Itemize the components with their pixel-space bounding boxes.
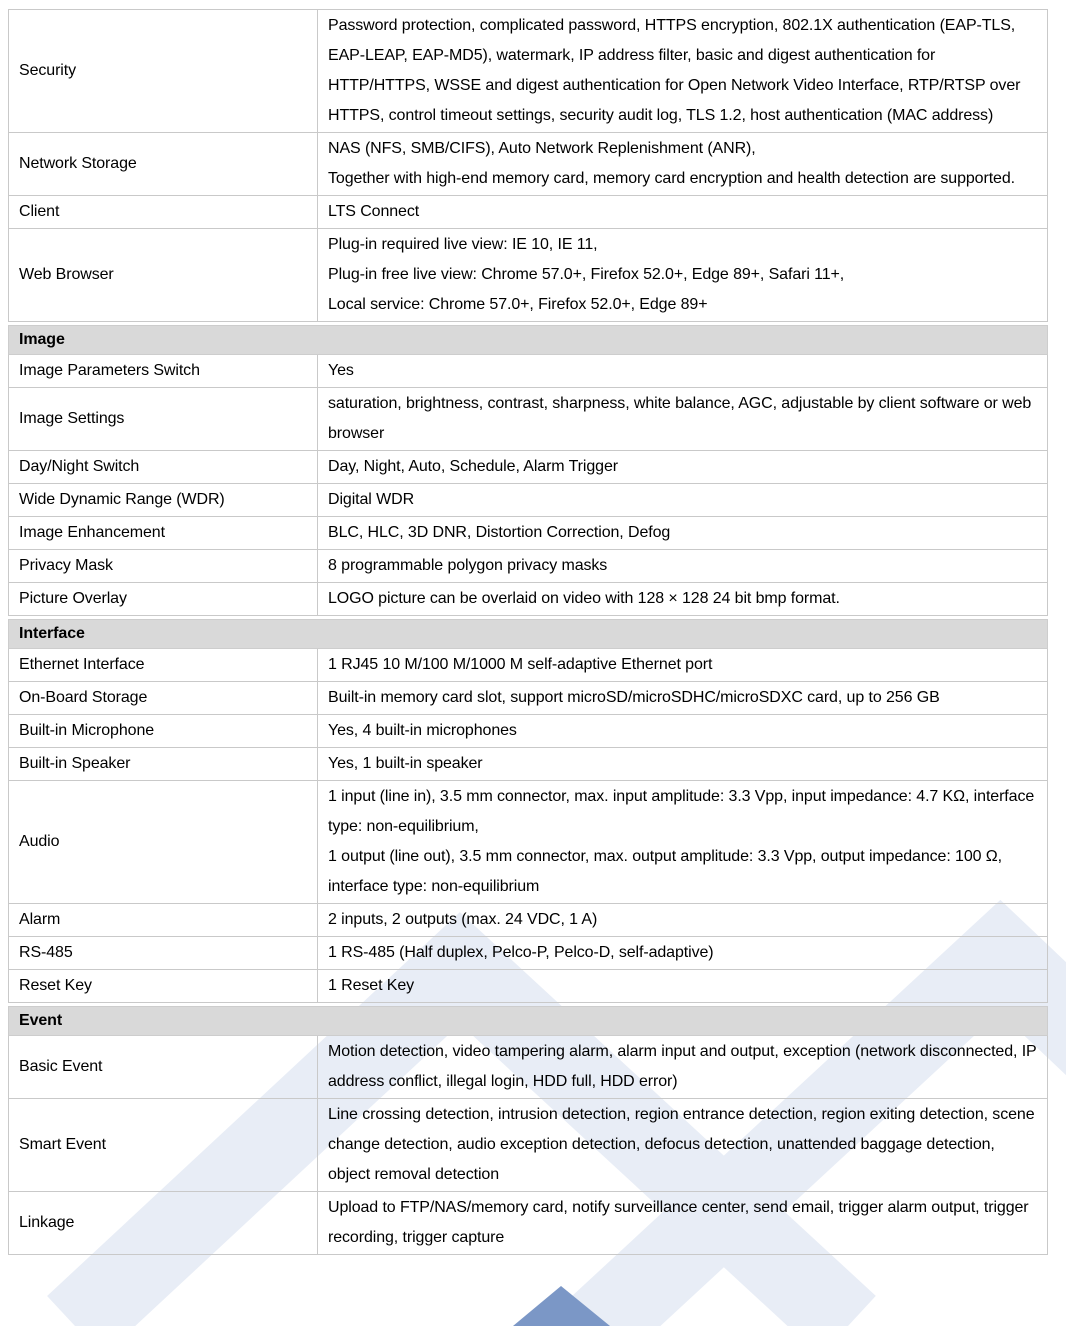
table-row xyxy=(8,682,1048,715)
value-paragraph: Built-in memory card slot, support microSD/microSDHC/microSDXC card, up to 256 GB xyxy=(328,689,940,706)
table-row xyxy=(8,550,1048,583)
table-row xyxy=(8,1192,1048,1255)
row-label: Wide Dynamic Range (WDR) xyxy=(9,484,318,516)
value-paragraph: Plug-in required live view: IE 10, IE 11, xyxy=(328,236,598,253)
row-label: Web Browser xyxy=(9,229,318,321)
section-header-interface: Interface xyxy=(8,619,1048,649)
table-row xyxy=(8,781,1048,904)
table-row xyxy=(8,904,1048,937)
row-value xyxy=(318,10,1047,132)
value-paragraph: 1 RJ45 10 M/100 M/1000 M self-adaptive Ethernet port xyxy=(328,656,713,673)
section-header-event: Event xyxy=(8,1006,1048,1036)
row-label: Image Parameters Switch xyxy=(9,355,318,387)
row-value xyxy=(318,388,1047,450)
row-label: Privacy Mask xyxy=(9,550,318,582)
value-paragraph: Password protection, complicated password, HTTPS encryption, 802.1X authentication (EAP-TLS, EAP-LEAP, EAP-MD5), watermark, IP address filter, basic and digest authentication for HTTP/HTTPS, WSSE and digest authentication for Open Network Video Interface, RTP/RTSP over HTTPS, control timeout settings, security audit log, TLS 1.2, host authentication (MAC address) xyxy=(328,17,1021,124)
value-paragraph: LOGO picture can be overlaid on video with 128 × 128 24 bit bmp format. xyxy=(328,590,840,607)
value-paragraph: 2 inputs, 2 outputs (max. 24 VDC, 1 A) xyxy=(328,911,598,928)
row-value xyxy=(318,451,1047,483)
row-value xyxy=(318,748,1047,780)
row-label: Image Settings xyxy=(9,388,318,450)
row-label: On-Board Storage xyxy=(9,682,318,714)
table-row xyxy=(8,229,1048,322)
row-value xyxy=(318,781,1047,903)
value-paragraph: Together with high-end memory card, memory card encryption and health detection are supported. xyxy=(328,170,1015,187)
value-paragraph: Digital WDR xyxy=(328,491,415,508)
row-label: Day/Night Switch xyxy=(9,451,318,483)
value-paragraph: 1 input (line in), 3.5 mm connector, max. input amplitude: 3.3 Vpp, input impedance: 4.7 KΩ, interface type: non-equilibrium, xyxy=(328,788,1035,835)
value-paragraph: Day, Night, Auto, Schedule, Alarm Trigger xyxy=(328,458,618,475)
row-value xyxy=(318,133,1047,195)
value-paragraph: Yes, 4 built-in microphones xyxy=(328,722,517,739)
value-paragraph: Local service: Chrome 57.0+, Firefox 52.0+, Edge 89+ xyxy=(328,296,708,313)
table-row xyxy=(8,388,1048,451)
spec-table xyxy=(8,9,1048,1255)
table-row xyxy=(8,451,1048,484)
row-value xyxy=(318,583,1047,615)
table-row xyxy=(8,196,1048,229)
row-value xyxy=(318,484,1047,516)
row-value xyxy=(318,1192,1047,1254)
value-paragraph: 1 RS-485 (Half duplex, Pelco-P, Pelco-D, self-adaptive) xyxy=(328,944,714,961)
row-label: Basic Event xyxy=(9,1036,318,1098)
row-label: RS-485 xyxy=(9,937,318,969)
value-paragraph: 1 Reset Key xyxy=(328,977,415,994)
row-label: Alarm xyxy=(9,904,318,936)
table-row xyxy=(8,1036,1048,1099)
row-label: Smart Event xyxy=(9,1099,318,1191)
row-value xyxy=(318,517,1047,549)
row-value xyxy=(318,715,1047,747)
row-value xyxy=(318,970,1047,1002)
row-value xyxy=(318,355,1047,387)
value-paragraph: Motion detection, video tampering alarm, alarm input and output, exception (network disconnected, IP address conflict, illegal login, HDD full, HDD error) xyxy=(328,1043,1037,1090)
row-label: Ethernet Interface xyxy=(9,649,318,681)
value-paragraph: Plug-in free live view: Chrome 57.0+, Firefox 52.0+, Edge 89+, Safari 11+, xyxy=(328,266,845,283)
row-label: Image Enhancement xyxy=(9,517,318,549)
row-value xyxy=(318,904,1047,936)
row-label: Reset Key xyxy=(9,970,318,1002)
table-row xyxy=(8,715,1048,748)
row-value xyxy=(318,196,1047,228)
table-row xyxy=(8,1099,1048,1192)
row-value xyxy=(318,649,1047,681)
table-row xyxy=(8,517,1048,550)
table-row xyxy=(8,583,1048,616)
value-paragraph: Yes, 1 built-in speaker xyxy=(328,755,483,772)
section-header-image: Image xyxy=(8,325,1048,355)
row-label: Built-in Speaker xyxy=(9,748,318,780)
table-row xyxy=(8,649,1048,682)
row-value xyxy=(318,937,1047,969)
row-label: Built-in Microphone xyxy=(9,715,318,747)
row-label: Network Storage xyxy=(9,133,318,195)
row-label: Security xyxy=(9,10,318,132)
table-row xyxy=(8,484,1048,517)
table-row xyxy=(8,970,1048,1003)
table-row xyxy=(8,748,1048,781)
value-paragraph: Line crossing detection, intrusion detection, region entrance detection, region exiting detection, scene change detection, audio exception detection, defocus detection, unattended baggage detection, object removal detection xyxy=(328,1106,1035,1183)
table-row xyxy=(8,9,1048,133)
row-label: Picture Overlay xyxy=(9,583,318,615)
value-paragraph: 8 programmable polygon privacy masks xyxy=(328,557,608,574)
value-paragraph: BLC, HLC, 3D DNR, Distortion Correction, Defog xyxy=(328,524,671,541)
row-value xyxy=(318,682,1047,714)
row-label: Audio xyxy=(9,781,318,903)
table-row xyxy=(8,355,1048,388)
row-value xyxy=(318,1099,1047,1191)
row-value xyxy=(318,229,1047,321)
table-row xyxy=(8,133,1048,196)
table-row xyxy=(8,937,1048,970)
row-label: Client xyxy=(9,196,318,228)
row-value xyxy=(318,550,1047,582)
value-paragraph: 1 output (line out), 3.5 mm connector, max. output amplitude: 3.3 Vpp, output impedance: 100 Ω, interface type: non-equilibrium xyxy=(328,848,1002,895)
value-paragraph: LTS Connect xyxy=(328,203,420,220)
value-paragraph: saturation, brightness, contrast, sharpness, white balance, AGC, adjustable by client software or web browser xyxy=(328,395,1032,442)
value-paragraph: Yes xyxy=(328,362,354,379)
row-value xyxy=(318,1036,1047,1098)
row-label: Linkage xyxy=(9,1192,318,1254)
value-paragraph: NAS (NFS, SMB/CIFS), Auto Network Replenishment (ANR), xyxy=(328,140,756,157)
value-paragraph: Upload to FTP/NAS/memory card, notify surveillance center, send email, trigger alarm output, trigger recording, trigger capture xyxy=(328,1199,1029,1246)
